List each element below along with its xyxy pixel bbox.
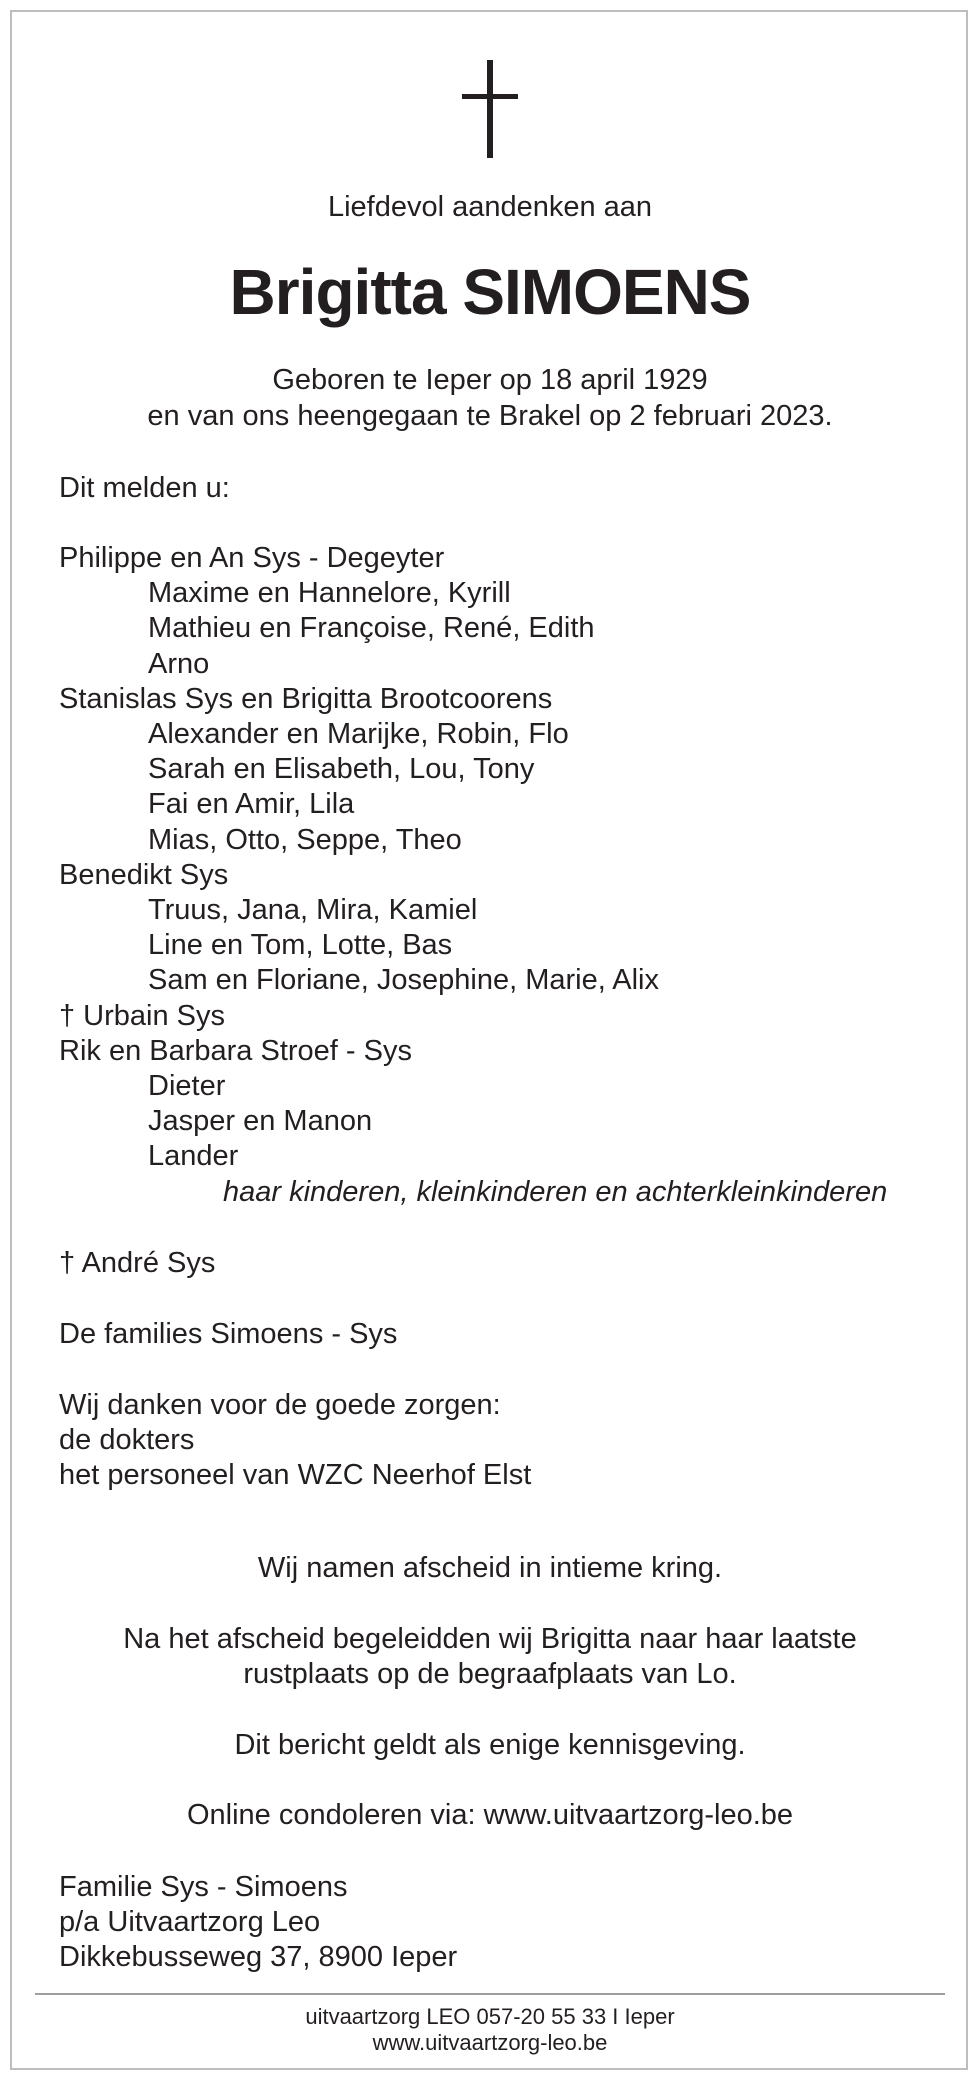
family-member-child: Sam en Floriane, Josephine, Marie, Alix	[148, 964, 659, 997]
family-member: † Urbain Sys	[59, 999, 226, 1032]
family-member-child: Maxime en Hannelore, Kyrill	[148, 577, 511, 610]
family-member-child: Lander	[148, 1140, 239, 1173]
death-line: en van ons heengegaan te Brakel op 2 februari 2023.	[147, 400, 833, 432]
announce-text: Dit melden u:	[59, 472, 230, 504]
notice-text: Dit bericht geldt als enige kennisgeving.	[234, 1729, 746, 1761]
family-member: Philippe en An Sys - Degeyter	[59, 542, 445, 574]
footer-divider	[35, 1993, 945, 1995]
condolence-text: Online condoleren via: www.uitvaartzorg-leo.be	[186, 1799, 794, 1831]
family-member-child: Sarah en Elisabeth, Lou, Tony	[148, 753, 535, 786]
family-member-child: Dieter	[148, 1070, 226, 1102]
footer-contact: uitvaartzorg LEO 057-20 55 33 I Ieper	[305, 2004, 675, 2029]
thanks-doctors: de dokters	[59, 1424, 195, 1456]
burial-line-2: rustplaats op de begraafplaats van Lo.	[243, 1658, 737, 1690]
intro-text: Liefdevol aandenken aan	[327, 191, 653, 223]
farewell-text: Wij namen afscheid in intieme kring.	[257, 1552, 723, 1584]
family-member-child: Jasper en Manon	[148, 1105, 373, 1138]
address-care: p/a Uitvaartzorg Leo	[59, 1906, 321, 1938]
address-family: Familie Sys - Simoens	[59, 1871, 348, 1903]
thanks-heading: Wij danken voor de goede zorgen:	[59, 1389, 501, 1421]
family-caption: haar kinderen, kleinkinderen en achterkleinkinderen	[223, 1176, 888, 1208]
burial-line-1: Na het afscheid begeleidden wij Brigitta naar haar laatste	[123, 1623, 857, 1655]
family-member-child: Alexander en Marijke, Robin, Flo	[148, 718, 569, 750]
family-member-child: Arno	[148, 647, 210, 680]
family-member-child: Mathieu en Françoise, René, Edith	[148, 612, 595, 645]
deceased-name: Brigitta SIMOENS	[229, 256, 751, 328]
cross-icon	[462, 60, 518, 158]
family-member-child: Truus, Jana, Mira, Kamiel	[148, 894, 478, 926]
birth-line: Geboren te Ieper op 18 april 1929	[272, 364, 708, 396]
family-member-child: Mias, Otto, Seppe, Theo	[148, 823, 462, 856]
family-member-child: Fai en Amir, Lila	[148, 788, 355, 821]
address-street: Dikkebusseweg 37, 8900 Ieper	[59, 1941, 458, 1973]
thanks-staff: het personeel van WZC Neerhof Elst	[59, 1459, 532, 1491]
family-member: Stanislas Sys en Brigitta Brootcoorens	[59, 682, 553, 715]
family-member: Benedikt Sys	[59, 858, 229, 891]
late-husband: † André Sys	[59, 1247, 216, 1279]
footer-website: www.uitvaartzorg-leo.be	[372, 2030, 608, 2055]
families-line: De families Simoens - Sys	[59, 1318, 398, 1350]
family-member-child: Line en Tom, Lotte, Bas	[148, 929, 453, 962]
family-member: Rik en Barbara Stroef - Sys	[59, 1034, 412, 1067]
